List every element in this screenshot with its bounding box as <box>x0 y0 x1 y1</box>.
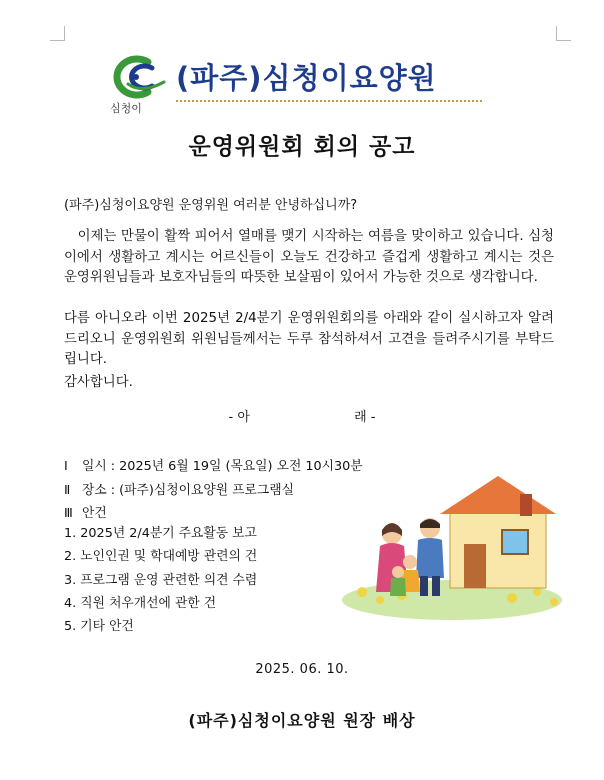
letterhead <box>104 48 484 118</box>
below-separator-right: 래 - <box>354 410 376 425</box>
meeting-date <box>64 455 363 474</box>
agenda-item: 3. 프로그램 운영 관련한 의견 수렴 <box>64 572 258 588</box>
body-paragraph-2: 다름 아니오라 이번 2025년 2/4분기 운영위원회의를 아래와 같이 실시하고자 알려 드리오니 운영위원회 위원님들께서는 두루 참석하셔서 고견을 들려주시기를 부탁드립니다. <box>64 311 554 368</box>
agenda-header-numeral: Ⅲ <box>64 506 73 521</box>
below-separator <box>0 406 604 425</box>
meeting-place <box>64 479 294 498</box>
notice-date: 2025. 06. 10. <box>255 662 349 677</box>
document-title: 운영위원회 회의 공고 <box>188 134 416 160</box>
title-underline <box>176 100 482 102</box>
meeting-date-text: 일시 : 2025년 6월 19일 (목요일) 오전 10시30분 <box>82 459 363 474</box>
organization-title: (파주)심청이요양원 <box>176 61 437 95</box>
meeting-date-numeral: Ⅰ <box>64 459 68 474</box>
agenda-item: 2. 노인인권 및 학대예방 관련의 건 <box>64 549 258 565</box>
agenda-list <box>64 524 257 640</box>
below-separator-left: - 아 <box>228 410 250 425</box>
greeting: (파주)심청이요양원 운영위원 여러분 안녕하십니까? <box>64 198 358 213</box>
meeting-place-text: 장소 : (파주)심청이요양원 프로그램실 <box>82 483 294 498</box>
meeting-place-numeral: Ⅱ <box>64 483 71 498</box>
agenda-header <box>64 502 107 521</box>
body-paragraph-1 <box>64 227 554 289</box>
crop-mark-top-right <box>556 26 571 41</box>
closing: 감사합니다. <box>64 375 133 390</box>
agenda-header-text: 안건 <box>82 506 107 521</box>
signature: (파주)심청이요양원 원장 배상 <box>188 711 416 730</box>
agenda-item: 5. 기타 안건 <box>64 619 134 635</box>
paragraph-1-text: 이제는 만물이 활짝 피어서 열매를 맺기 시작하는 여름을 맞이하고 있습니다. 심청이에서 생활하고 계시는 어르신들이 오늘도 건강하고 즐겁게 생활하고 계시는 것은 운영위원님들과 보호자님들의 따뜻한 보살핌이 있어서 가능한 것으로 생각합니다. <box>64 229 554 286</box>
family-house-illustration-icon <box>332 470 572 620</box>
organization-logo-icon <box>108 54 170 100</box>
agenda-item: 4. 직원 처우개선에 관한 건 <box>64 595 217 611</box>
agenda-item: 1. 2025년 2/4분기 주요활동 보고 <box>64 526 257 541</box>
logo-caption: 심청이 <box>110 102 142 115</box>
crop-mark-top-left <box>50 26 65 41</box>
